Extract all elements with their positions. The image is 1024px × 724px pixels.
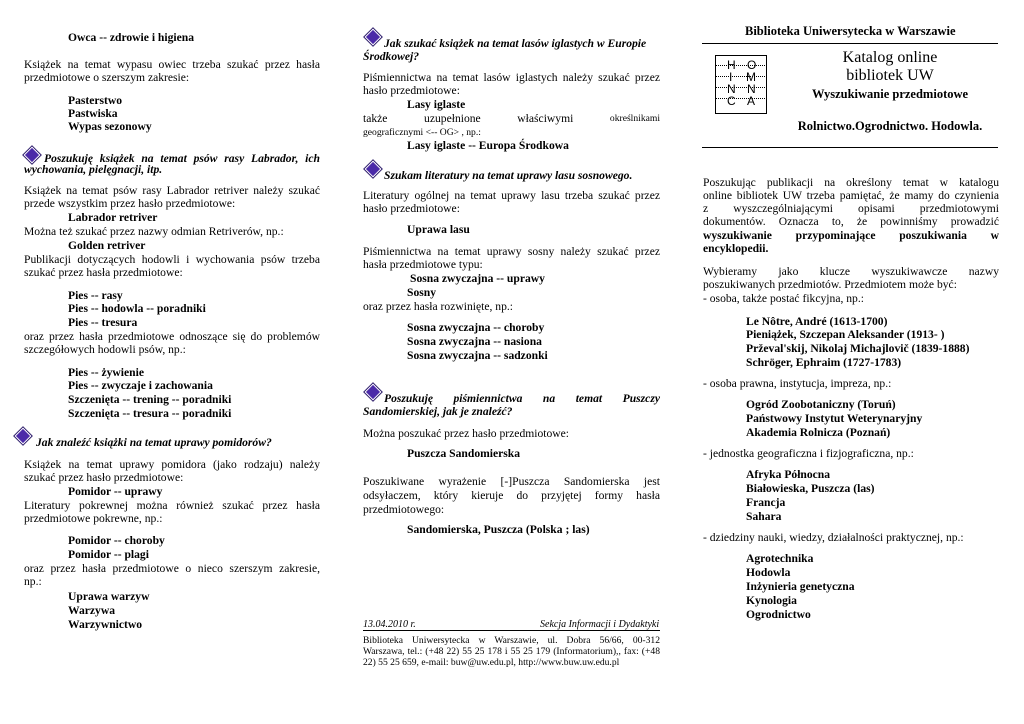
heading-text: Środkowej? xyxy=(363,50,420,63)
text-line: oraz przez hasła przedmiotowe odnoszące się do problemów xyxy=(24,330,320,343)
word: określnikami xyxy=(609,113,660,124)
question-heading-forest: Poszukuję piśmiennictwa na temat Puszczy xyxy=(384,392,660,405)
subject-term: Sosna zwyczajna -- sadzonki xyxy=(407,349,548,362)
intro-line: Poszukując publikacji na określony temat w katalogu xyxy=(703,176,999,189)
intro-line: online bibliotek UW trzeba pamiętać, że mamy do czynienia xyxy=(703,189,999,202)
text-line: Piśmiennictwa na temat uprawy sosny należy szukać przez xyxy=(363,245,660,258)
text-line: Książek na temat uprawy pomidora (jako rodzaju) należy xyxy=(24,458,320,471)
subject-term: Puszcza Sandomierska xyxy=(407,447,521,460)
example-term: Państwowy Instytut Weterynaryjny xyxy=(746,412,923,425)
example-term: Pieniążek, Szczepan Aleksander (1913- ) xyxy=(746,328,945,341)
word: także xyxy=(363,112,388,125)
diamond-bullet-icon xyxy=(365,384,382,401)
subject-term: Sosna zwyczajna -- nasiona xyxy=(407,335,542,348)
footer-address-line: Warszawa, tel.: (+48 22) 55 25 178 i 55 25 179 (Informatorium),, fax: (+48 xyxy=(363,646,660,657)
header-divider xyxy=(702,147,998,148)
text-line: oraz przez hasła przedmiotowe o nieco szerszym zakresie, xyxy=(24,562,320,575)
text-line: hasła przedmiotowe typu: xyxy=(363,258,483,271)
logo-letter: C xyxy=(727,94,736,108)
example-term: Ogród Zoobotaniczny (Toruń) xyxy=(746,398,896,411)
subject-term: Sosna zwyczajna -- uprawy xyxy=(410,272,545,285)
choose-line: Wybieramy jako klucze wyszukiwawcze nazwy xyxy=(703,265,999,278)
subject-term: Sosny xyxy=(407,286,437,299)
word: właściwymi xyxy=(517,112,574,125)
intro-line: encyklopedii. xyxy=(703,242,769,255)
example-term: Inżynieria genetyczna xyxy=(746,580,855,593)
diamond-bullet-icon xyxy=(15,428,32,445)
example-term: Schröger, Ephraim (1727-1783) xyxy=(746,356,902,369)
word: uzupełnione xyxy=(424,112,481,125)
example-term: Sahara xyxy=(746,510,782,523)
text-line: Literatury pokrewnej można również szukać przez hasła xyxy=(24,499,320,512)
subject-term: Pies -- żywienie xyxy=(68,366,144,379)
text-line: np.: xyxy=(24,575,42,588)
intro-line: z wyszczególniającymi opisami przedmiotowymi xyxy=(703,202,999,215)
subject-term: Pomidor -- uprawy xyxy=(68,485,163,498)
logo-frame xyxy=(715,55,767,114)
text-line: Poszukiwane wyrażenie [-]Puszcza Sandomierska jest xyxy=(363,475,660,488)
subject-term: Pasterstwo xyxy=(68,94,123,107)
footer-divider xyxy=(363,630,660,631)
heading-text: Sandomierskiej, jak je znaleźć? xyxy=(363,405,513,418)
text-line: Można też szukać przez nazwy odmian Retriverów, np.: xyxy=(24,225,284,238)
question-heading-conifer: Jak szukać książek na temat lasów iglastych w Europie xyxy=(384,37,647,50)
text-line: geograficznymi <-- OG> , np.: xyxy=(363,127,481,138)
footer-section: Sekcja Informacji i Dydaktyki xyxy=(540,619,660,630)
logo-letter: N xyxy=(727,82,736,96)
text-line: szukać przez hasło przedmiotowe: xyxy=(24,471,184,484)
logo-letter: H xyxy=(727,58,736,72)
text-line: Piśmiennictwa na temat lasów iglastych należy szukać przez xyxy=(363,71,660,84)
example-term: Afryka Północna xyxy=(746,468,831,481)
question-heading-tomato: Jak znaleźć książki na temat uprawy pomidorów? xyxy=(36,436,272,449)
example-term: Prževal'skij, Nikolaj Michajlovič (1839-1888) xyxy=(746,342,970,355)
subject-term: Lasy iglaste xyxy=(407,98,466,111)
example-term: Ogrodnictwo xyxy=(746,608,811,621)
example-term: Hodowla xyxy=(746,566,791,579)
diamond-bullet-icon xyxy=(24,147,41,164)
text-line: przede wszystkim przez hasło przedmiotowe: xyxy=(24,197,236,210)
catalog-subtitle: Wyszukiwanie przedmiotowe xyxy=(811,87,969,101)
diamond-bullet-icon xyxy=(365,29,382,46)
subject-term: Pies -- zwyczaje i zachowania xyxy=(68,379,213,392)
subject-term: Pies -- hodowla -- poradniki xyxy=(68,302,206,315)
subject-term: Szczenięta -- tresura -- poradniki xyxy=(68,407,232,420)
intro-line: dokumentów. Oznacza to, że powinniśmy prowadzić xyxy=(703,215,999,228)
subject-term: Sandomierska, Puszcza (Polska ; las) xyxy=(407,523,590,536)
category-geography: - jednostka geograficzna i fizjograficzna, np.: xyxy=(703,447,914,460)
logo-letter: O xyxy=(747,58,757,72)
subject-term: Warzywa xyxy=(68,604,116,617)
footer-address-line: 22) 55 25 659, e-mail: buw@uw.edu.pl, http://www.buw.uw.edu.pl xyxy=(363,657,620,668)
heading-text: wychowania, pielęgnacji, itp. xyxy=(24,163,163,176)
subject-term: Pies -- tresura xyxy=(68,316,138,329)
subject-term: Uprawa warzyw xyxy=(68,590,150,603)
subject-term: Labrador retriver xyxy=(68,211,158,224)
text-line: oraz przez hasła rozwinięte, np.: xyxy=(363,300,513,313)
logo-letter: I xyxy=(729,70,733,84)
subject-term: Szczenięta -- trening -- poradniki xyxy=(68,393,232,406)
logo-letter: A xyxy=(747,94,756,108)
text-line: hasło przedmiotowe: xyxy=(363,202,460,215)
category-fields: - dziedziny nauki, wiedzy, działalności praktycznej, np.: xyxy=(703,531,964,544)
heading-text: Poszukuję książek na temat psów rasy Labrador, ich xyxy=(44,152,320,165)
subject-term: Pomidor -- choroby xyxy=(68,534,165,547)
text-line: szczegółowych hodowli psów, np.: xyxy=(24,343,186,356)
category-person: - osoba, także postać fikcyjna, np.: xyxy=(703,292,864,305)
text-line: przedmiotowe o szerszym zakresie: xyxy=(24,71,190,84)
example-term: Agrotechnika xyxy=(746,552,814,565)
text-line xyxy=(363,112,660,125)
example-term: Białowieska, Puszcza (las) xyxy=(746,482,875,495)
logo-letter: M xyxy=(746,70,756,84)
catalog-title: bibliotek UW xyxy=(846,67,934,84)
text-line: Książek na temat wypasu owiec trzeba szukać przez hasła xyxy=(24,58,320,71)
logo-letter: N xyxy=(747,82,756,96)
text-line: przedmiotowe pokrewne, np.: xyxy=(24,512,163,525)
library-name: Biblioteka Uniwersytecka w Warszawie xyxy=(745,24,956,38)
header-divider xyxy=(702,43,998,44)
subject-term: Warzywnictwo xyxy=(68,618,143,631)
text-line: szukać przez hasła przedmiotowe: xyxy=(24,266,183,279)
catalog-title: Katalog online xyxy=(842,49,938,66)
footer-date: 13.04.2010 r. xyxy=(363,619,416,630)
subject-term: Golden retriver xyxy=(68,239,146,252)
text-line: Można poszukać przez hasło przedmiotowe: xyxy=(363,427,570,440)
footer-address-line: Biblioteka Uniwersytecka w Warszawie, ul. Dobra 56/66, 00-312 xyxy=(363,635,660,646)
example-term: Francja xyxy=(746,496,786,509)
subject-term: Lasy iglaste -- Europa Środkowa xyxy=(407,139,569,152)
text-line: Literatury ogólnej na temat uprawy lasu trzeba szukać przez xyxy=(363,189,660,202)
choose-line: poszukiwanych przedmiotów. Przedmiotem może być: xyxy=(703,278,957,291)
intro-line: wyszukiwanie przypominające poszukiwania w xyxy=(703,229,999,242)
text-line: hasło przedmiotowe: xyxy=(363,84,460,97)
catalog-topic: Rolnictwo.Ogrodnictwo. Hodowla. xyxy=(797,119,983,133)
text-line: Książek na temat psów rasy Labrador retriver należy szukać xyxy=(24,184,320,197)
category-institution: - osoba prawna, instytucja, impreza, np.: xyxy=(703,377,892,390)
subject-term: Sosna zwyczajna -- choroby xyxy=(407,321,545,334)
question-heading-pine: Szukam literatury na temat uprawy lasu sosnowego. xyxy=(384,169,633,182)
diamond-bullet-icon xyxy=(365,161,382,178)
example-term: Kynologia xyxy=(746,594,797,607)
example-term: Le Nôtre, André (1613-1700) xyxy=(746,315,888,328)
subject-term: Pies -- rasy xyxy=(68,289,123,302)
text-line: odsyłaczem, który kieruje do przyjętej formy hasła xyxy=(363,489,660,502)
subject-term: Pastwiska xyxy=(68,107,118,120)
example-term: Akademia Rolnicza (Poznań) xyxy=(746,426,891,439)
section-title-sheep: Owca -- zdrowie i higiena xyxy=(68,31,195,44)
subject-term: Uprawa lasu xyxy=(407,223,470,236)
text-line: Publikacji dotyczących hodowli i wychowania psów trzeba xyxy=(24,253,320,266)
text-line: przedmiotowego: xyxy=(363,503,445,516)
subject-term: Wypas sezonowy xyxy=(68,120,152,133)
subject-term: Pomidor -- plagi xyxy=(68,548,149,561)
